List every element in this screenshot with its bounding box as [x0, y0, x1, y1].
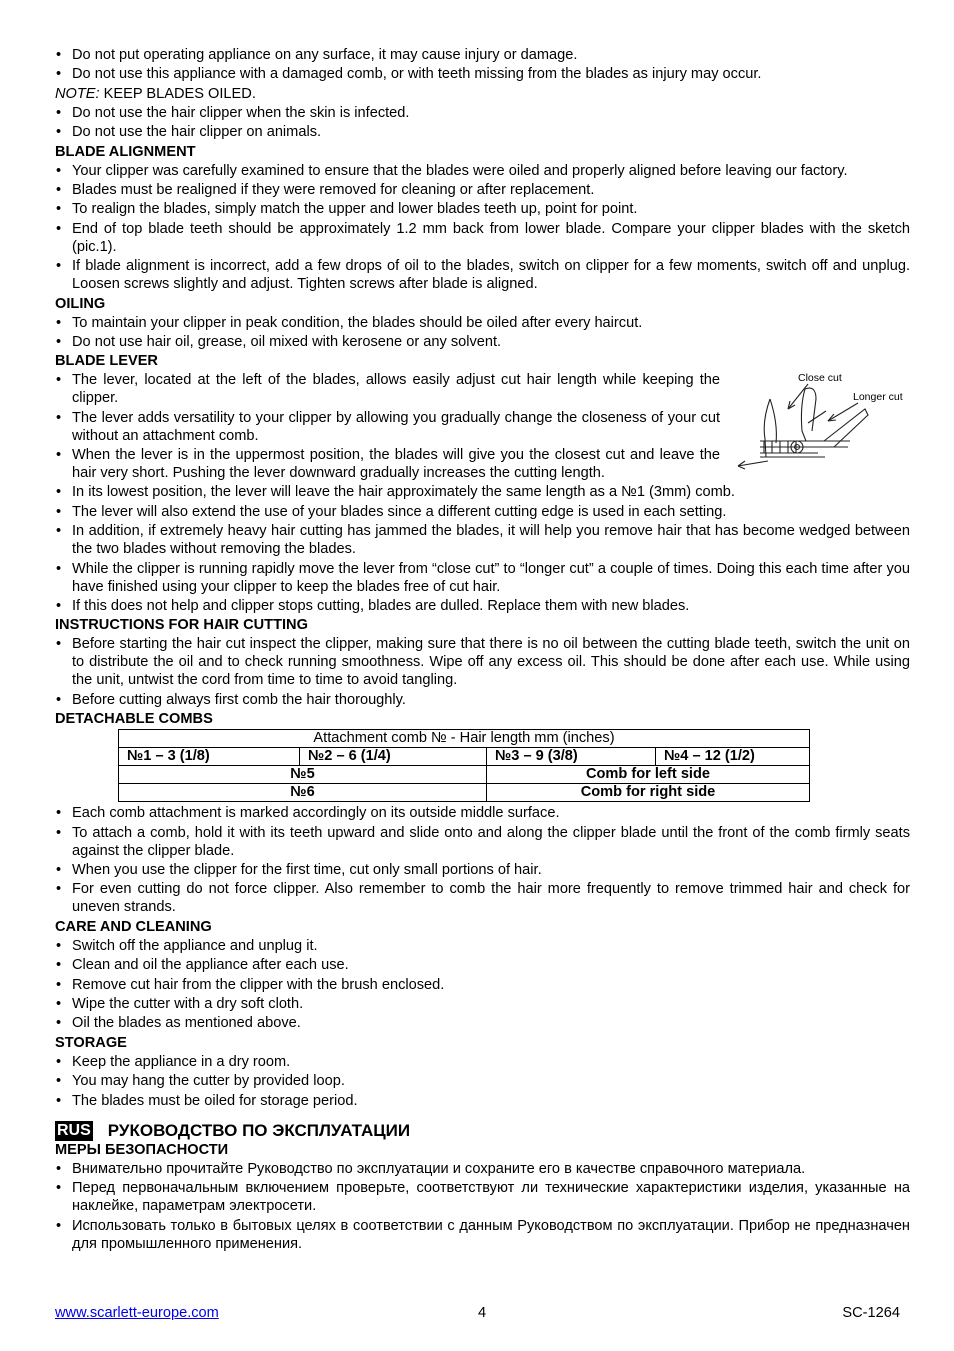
section-heading-safety: МЕРЫ БЕЗОПАСНОСТИ	[55, 1142, 229, 1159]
clipper-drawing	[738, 384, 868, 469]
list-item: • If blade alignment is incorrect, add a few drops of oil to the blades, switch on clipper for a few moments, switch off and unplug. Loosen screws slightly and adjust. Tighten screws after blade is aligned.	[55, 257, 910, 293]
note	[55, 85, 910, 103]
hair-cutting-list	[55, 635, 910, 708]
list-item: • Do not use the hair clipper when the skin is infected.	[55, 104, 910, 122]
table-row	[119, 748, 810, 766]
list-item: • Do not put operating appliance on any surface, it may cause injury or damage.	[55, 46, 910, 64]
list-item: • Использовать только в бытовых целях в соответствии с данным Руководством по эксплуатации. Прибор не предназначен для промышленного применения.	[55, 1217, 910, 1253]
table-cell: №3 – 9 (3/8)	[487, 748, 656, 766]
section-heading-storage: STORAGE	[55, 1034, 127, 1051]
combs-list	[55, 804, 910, 916]
table-cell: Comb for left side	[487, 766, 810, 784]
list-item: • You may hang the cutter by provided loop.	[55, 1072, 910, 1090]
list-item: • To maintain your clipper in peak condition, the blades should be oiled after every haircut.	[55, 314, 910, 332]
list-item: • Your clipper was carefully examined to ensure that the blades were oiled and properly aligned before leaving our factory.	[55, 162, 910, 180]
list-item: • Before starting the hair cut inspect the clipper, making sure that there is no oil between the cutting blade teeth, switch the unit on to distribute the oil and to check running smoothness. Wipe off any excess oil. This should be done after each use. While using the unit, untwist the cord from time to time to avoid tangling.	[55, 635, 910, 689]
list-item: • Do not use the hair clipper on animals.	[55, 123, 910, 141]
table-row	[119, 784, 810, 802]
page-number: 4	[478, 1305, 487, 1321]
table-cell: №1 – 3 (1/8)	[119, 748, 300, 766]
list-item: • Внимательно прочитайте Руководство по эксплуатации и сохраните его в качестве справочного материала.	[55, 1160, 910, 1178]
table-cell: Comb for right side	[487, 784, 810, 802]
combs-table	[118, 729, 810, 802]
rus-section-title	[55, 1121, 910, 1141]
blade-alignment-list	[55, 162, 910, 294]
oiling-list	[55, 314, 910, 351]
list-item: • When the lever is in the uppermost position, the blades will give you the closest cut and leave the hair very short. Pushing the lever downward gradually increases the cutting length.	[55, 446, 720, 482]
section-heading-oiling: OILING	[55, 295, 106, 312]
language-badge: RUS	[57, 1121, 91, 1139]
table-cell: №6	[119, 784, 487, 802]
section-heading-blade-alignment: BLADE ALIGNMENT	[55, 143, 196, 160]
blade-lever-block	[55, 371, 910, 482]
close-cut-label: Close cut	[798, 372, 842, 385]
list-item: • If this does not help and clipper stops cutting, blades are dulled. Replace them with new blades.	[55, 597, 910, 615]
table-cell: №5	[119, 766, 487, 784]
rus-title-text: РУКОВОДСТВО ПО ЭКСПЛУАТАЦИИ	[107, 1120, 411, 1140]
list-item: • The lever, located at the left of the blades, allows easily adjust cut hair length while keeping the clipper.	[55, 371, 720, 407]
blade-lever-list	[55, 483, 910, 615]
website-link[interactable]: www.scarlett-europe.com	[55, 1305, 219, 1321]
list-item: • Do not use this appliance with a damaged comb, or with teeth missing from the blades as injury may occur.	[55, 65, 910, 83]
storage-list	[55, 1053, 910, 1110]
table-cell: №4 – 12 (1/2)	[656, 748, 810, 766]
list-item: • The lever adds versatility to your clipper by allowing you gradually change the closeness of your cut without an attachment comb.	[55, 409, 720, 445]
list-item: • Remove cut hair from the clipper with the brush enclosed.	[55, 976, 910, 994]
section-heading-care: CARE AND CLEANING	[55, 918, 212, 935]
list-item: • Do not use hair oil, grease, oil mixed with kerosene or any solvent.	[55, 333, 910, 351]
list-item: • In its lowest position, the lever will leave the hair approximately the same length as a №1 (3mm) comb.	[55, 483, 910, 501]
intro-list	[55, 46, 910, 83]
table-cell: №2 – 6 (1/4)	[300, 748, 487, 766]
table-row	[119, 730, 810, 748]
section-heading-blade-lever: BLADE LEVER	[55, 353, 158, 370]
list-item: • Before cutting always first comb the hair thoroughly.	[55, 691, 910, 709]
list-item: • Перед первоначальным включением проверьте, соответствуют ли технические характеристики изделия, указанные на наклейке, параметрам электросети.	[55, 1179, 910, 1215]
list-item: • Switch off the appliance and unplug it.	[55, 937, 910, 955]
table-row	[119, 766, 810, 784]
list-item: • To realign the blades, simply match the upper and lower blades teeth up, point for point.	[55, 200, 910, 218]
model-number: SC-1264	[842, 1305, 900, 1321]
list-item: • In addition, if extremely heavy hair cutting has jammed the blades, it will help you remove hair that has become wedged between the two blades without removing the blades.	[55, 522, 910, 558]
manual-page	[55, 46, 910, 1254]
section-heading-combs: DETACHABLE COMBS	[55, 711, 213, 728]
care-list	[55, 937, 910, 1033]
list-item: • For even cutting do not force clipper. Also remember to comb the hair more frequently to remove trimmed hair and check for uneven strands.	[55, 880, 910, 916]
longer-cut-label: Longer cut	[853, 391, 903, 404]
list-item: • The blades must be oiled for storage period.	[55, 1092, 910, 1110]
list-item: • Clean and oil the appliance after each use.	[55, 956, 910, 974]
list-item: • To attach a comb, hold it with its teeth upward and slide onto and along the clipper blade until the front of the comb firmly seats against the clipper blade.	[55, 824, 910, 860]
rus-safety-list	[55, 1160, 910, 1253]
list-item: • Blades must be realigned if they were removed for cleaning or after replacement.	[55, 181, 910, 199]
list-item: • Wipe the cutter with a dry soft cloth.	[55, 995, 910, 1013]
note-text: KEEP BLADES OILED.	[99, 85, 256, 102]
note-label: NOTE:	[55, 85, 100, 102]
section-heading-hair-cutting: INSTRUCTIONS FOR HAIR CUTTING	[55, 617, 308, 634]
table-header-cell: Attachment comb № - Hair length mm (inches)	[119, 730, 810, 748]
list-item: • The lever will also extend the use of your blades since a different cutting edge is used in each setting.	[55, 503, 910, 521]
list-item: • Each comb attachment is marked accordingly on its outside middle surface.	[55, 804, 910, 822]
intro-list-2	[55, 104, 910, 141]
list-item: • End of top blade teeth should be approximately 1.2 mm back from lower blade. Compare your clipper blades with the sketch (pic.1).	[55, 220, 910, 256]
blade-lever-sketch	[730, 361, 915, 481]
list-item: • Oil the blades as mentioned above.	[55, 1014, 910, 1032]
list-item: • While the clipper is running rapidly move the lever from “close cut” to “longer cut” a couple of times. Doing this each time after you have finished using your clipper to keep the blades free of cut hair.	[55, 560, 910, 596]
list-item: • Keep the appliance in a dry room.	[55, 1053, 910, 1071]
list-item: • When you use the clipper for the first time, cut only small portions of hair.	[55, 861, 910, 879]
page-footer	[55, 1305, 900, 1323]
